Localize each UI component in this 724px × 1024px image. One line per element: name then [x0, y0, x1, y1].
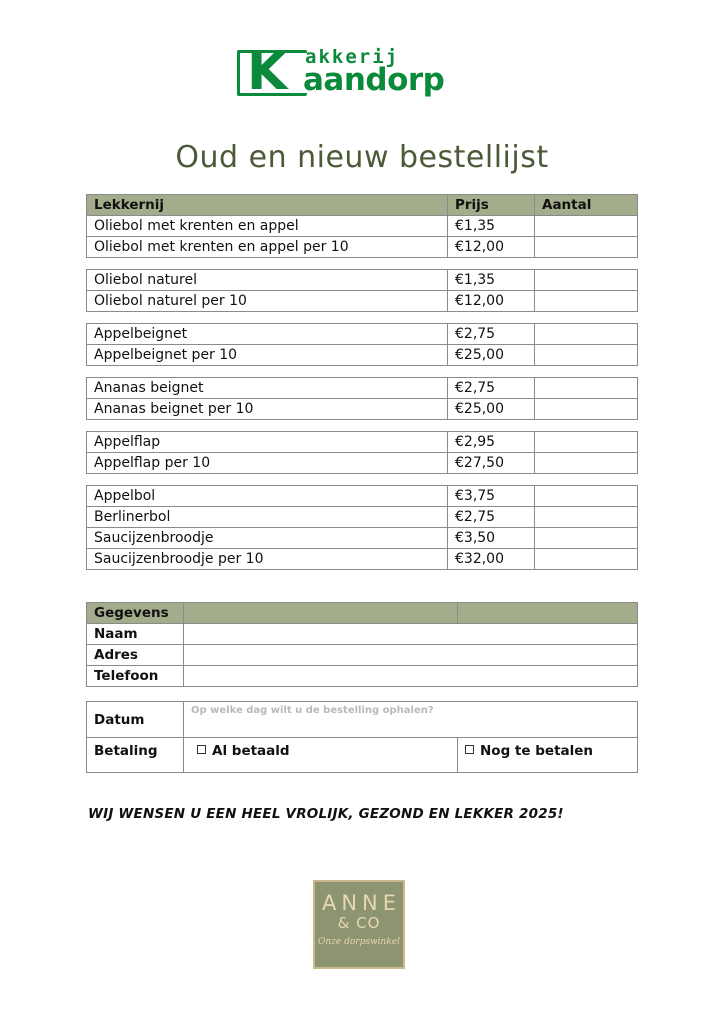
table-row — [87, 270, 638, 291]
column-header: Aantal — [535, 195, 638, 216]
checkbox-icon[interactable] — [197, 745, 206, 754]
page-title: Oud en nieuw bestellijst — [175, 140, 549, 175]
item-name: Oliebol naturel per 10 — [87, 291, 448, 312]
price-group-3 — [86, 323, 638, 366]
details-header-blank — [184, 603, 458, 624]
wish-text: WIJ WENSEN U EEN HEEL VROLIJK, GEZOND EN LEKKER 2025! — [88, 806, 564, 822]
price-group-1 — [86, 194, 638, 258]
anne-co-logo — [313, 880, 405, 969]
quantity-input[interactable] — [535, 507, 638, 528]
item-name: Ananas beignet — [87, 378, 448, 399]
quantity-input[interactable] — [535, 399, 638, 420]
quantity-input[interactable] — [535, 432, 638, 453]
price-group-6 — [86, 485, 638, 570]
betaling-label: Betaling — [87, 738, 184, 773]
field-label-adres: Adres — [87, 645, 184, 666]
item-name: Oliebol met krenten en appel per 10 — [87, 237, 448, 258]
table-row — [87, 399, 638, 420]
logo-aandorp: aandorp — [303, 62, 445, 98]
datum-input[interactable]: Op welke dag wilt u de bestelling ophalen? — [184, 702, 638, 738]
item-name: Oliebol met krenten en appel — [87, 216, 448, 237]
table-row — [87, 453, 638, 474]
details-header-blank — [458, 603, 638, 624]
details-row-naam — [87, 624, 638, 645]
item-name: Appelbol — [87, 486, 448, 507]
details-header-row — [87, 603, 638, 624]
column-header: Lekkernij — [87, 195, 448, 216]
item-price: €1,35 — [448, 270, 535, 291]
details-header: Gegevens — [87, 603, 184, 624]
quantity-input[interactable] — [535, 528, 638, 549]
table-row — [87, 345, 638, 366]
details-row-telefoon — [87, 666, 638, 687]
logo-akkerij: akkerij — [305, 46, 400, 68]
item-name: Saucijzenbroodje per 10 — [87, 549, 448, 570]
quantity-input[interactable] — [535, 453, 638, 474]
item-price: €27,50 — [448, 453, 535, 474]
quantity-input[interactable] — [535, 345, 638, 366]
quantity-input[interactable] — [535, 486, 638, 507]
table-row — [87, 528, 638, 549]
table-row — [87, 486, 638, 507]
table-row — [87, 549, 638, 570]
item-price: €25,00 — [448, 345, 535, 366]
field-label-naam: Naam — [87, 624, 184, 645]
item-price: €1,35 — [448, 216, 535, 237]
item-name: Appelbeignet per 10 — [87, 345, 448, 366]
option-nog-te-betalen[interactable] — [458, 738, 638, 773]
table-row — [87, 432, 638, 453]
betaling-row — [87, 738, 638, 773]
option-al-betaald[interactable] — [184, 738, 458, 773]
table-row — [87, 507, 638, 528]
checkbox-icon[interactable] — [465, 745, 474, 754]
quantity-input[interactable] — [535, 378, 638, 399]
table-row — [87, 216, 638, 237]
item-price: €12,00 — [448, 237, 535, 258]
item-price: €25,00 — [448, 399, 535, 420]
option-al-betaald-label: Al betaald — [212, 743, 290, 759]
item-name: Berlinerbol — [87, 507, 448, 528]
logo-k-letter: K — [247, 42, 286, 102]
item-price: €12,00 — [448, 291, 535, 312]
price-header-row — [87, 195, 638, 216]
item-name: Saucijzenbroodje — [87, 528, 448, 549]
adres-input[interactable] — [184, 645, 638, 666]
quantity-input[interactable] — [535, 549, 638, 570]
item-name: Oliebol naturel — [87, 270, 448, 291]
anne-co-line2: & CO — [337, 914, 381, 932]
item-price: €2,95 — [448, 432, 535, 453]
datum-label: Datum — [87, 702, 184, 738]
item-price: €2,75 — [448, 507, 535, 528]
table-row — [87, 324, 638, 345]
anne-co-line3: Onze dorpswinkel — [317, 937, 400, 947]
details-table — [86, 602, 638, 687]
item-price: €3,50 — [448, 528, 535, 549]
option-nog-te-betalen-label: Nog te betalen — [480, 743, 594, 759]
item-price: €2,75 — [448, 378, 535, 399]
item-name: Appelflap per 10 — [87, 453, 448, 474]
anne-co-line1: ANNE — [321, 891, 402, 915]
item-name: Appelflap — [87, 432, 448, 453]
details-row-adres — [87, 645, 638, 666]
table-row — [87, 378, 638, 399]
item-price: €3,75 — [448, 486, 535, 507]
item-name: Appelbeignet — [87, 324, 448, 345]
price-group-2 — [86, 269, 638, 312]
column-header: Prijs — [448, 195, 535, 216]
table-row — [87, 291, 638, 312]
datum-row — [87, 702, 638, 738]
table-row — [87, 237, 638, 258]
quantity-input[interactable] — [535, 291, 638, 312]
quantity-input[interactable] — [535, 324, 638, 345]
quantity-input[interactable] — [535, 270, 638, 291]
naam-input[interactable] — [184, 624, 638, 645]
quantity-input[interactable] — [535, 237, 638, 258]
field-label-telefoon: Telefoon — [87, 666, 184, 687]
telefoon-input[interactable] — [184, 666, 638, 687]
quantity-input[interactable] — [535, 216, 638, 237]
order-table — [86, 701, 638, 773]
bakkerij-kaandorp-logo — [237, 42, 503, 102]
item-price: €2,75 — [448, 324, 535, 345]
item-price: €32,00 — [448, 549, 535, 570]
item-name: Ananas beignet per 10 — [87, 399, 448, 420]
price-group-5 — [86, 431, 638, 474]
price-group-4 — [86, 377, 638, 420]
